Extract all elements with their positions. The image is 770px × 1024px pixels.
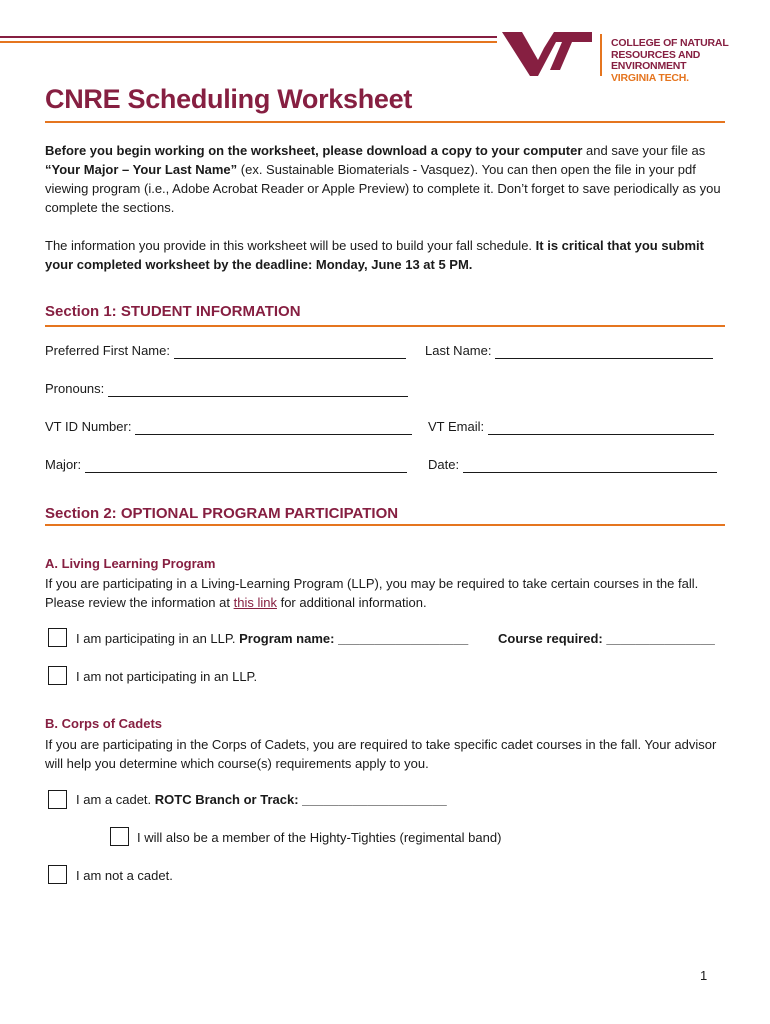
- llp-not-participating-checkbox[interactable]: [48, 666, 67, 685]
- llp-program-name-field[interactable]: Program name: __________________: [239, 631, 469, 646]
- major-field[interactable]: Major:: [45, 457, 407, 473]
- section2-heading: Section 2: OPTIONAL PROGRAM PARTICIPATION: [45, 505, 399, 522]
- vt-id-field[interactable]: VT ID Number:: [45, 419, 412, 435]
- band-label: I will also be a member of the Highty-Tighties (regimental band): [137, 830, 502, 845]
- vt-logo-icon: [500, 30, 592, 78]
- page-title: CNRE Scheduling Worksheet: [45, 84, 413, 114]
- corps-heading: B. Corps of Cadets: [45, 716, 163, 731]
- pronouns-field[interactable]: Pronouns:: [45, 381, 408, 397]
- section1-underline: [45, 325, 725, 327]
- intro-paragraph-1: Before you begin working on the worksheet, please download a copy to your computer and save your file as “Your Major – Your Last Name” (ex. Sustainable Biomaterials - Vasquez). You can then open the file in your pdf viewing program (i.e., Adobe Acrobat Reader or Apple Preview) to complete it. Don’t forget to save periodically as you complete the sections.: [45, 143, 721, 215]
- header-line-maroon: [0, 36, 497, 38]
- section1-heading: Section 1: STUDENT INFORMATION: [45, 303, 301, 320]
- last-name-field[interactable]: Last Name:: [425, 343, 713, 359]
- not-cadet-checkbox[interactable]: [48, 865, 67, 884]
- college-logo-text: COLLEGE OF NATURAL RESOURCES AND ENVIRONMENT VIRGINIA TECH.: [611, 37, 729, 84]
- corps-description: If you are participating in the Corps of Cadets, you are required to take specific cadet courses in the fall. Your advisor will help you determine which course(s) requirements apply to you.: [45, 737, 717, 771]
- not-cadet-label: I am not a cadet.: [76, 868, 173, 883]
- llp-participating-checkbox[interactable]: [48, 628, 67, 647]
- title-underline: [45, 121, 725, 123]
- llp-heading: A. Living Learning Program: [45, 556, 216, 571]
- first-name-field[interactable]: Preferred First Name:: [45, 343, 406, 359]
- intro-paragraph-2: The information you provide in this worksheet will be used to build your fall schedule. It is critical that you submit your completed worksheet by the deadline: Monday, June 13 at 5 PM.: [45, 238, 704, 272]
- page-number: 1: [700, 968, 708, 983]
- cadet-checkbox[interactable]: [48, 790, 67, 809]
- llp-description: If you are participating in a Living-Learning Program (LLP), you may be required to take certain courses in the fall. Please review the information at this link for additional information.: [45, 576, 699, 610]
- llp-info-link[interactable]: this link: [233, 595, 277, 610]
- llp-not-participating-label: I am not participating in an LLP.: [76, 669, 258, 684]
- band-checkbox[interactable]: [110, 827, 129, 846]
- llp-course-required-field[interactable]: Course required: _______________: [498, 631, 715, 646]
- vt-email-field[interactable]: VT Email:: [428, 419, 714, 435]
- header-line-orange: [0, 41, 497, 43]
- logo-divider: [600, 34, 602, 76]
- rotc-branch-field[interactable]: ROTC Branch or Track: ____________________: [154, 792, 447, 807]
- llp-participating-label: I am participating in an LLP. Program name: __________________: [76, 631, 469, 646]
- section2-underline: [45, 524, 725, 526]
- date-field[interactable]: Date:: [428, 457, 717, 473]
- cadet-label: I am a cadet. ROTC Branch or Track: ____________________: [76, 792, 447, 807]
